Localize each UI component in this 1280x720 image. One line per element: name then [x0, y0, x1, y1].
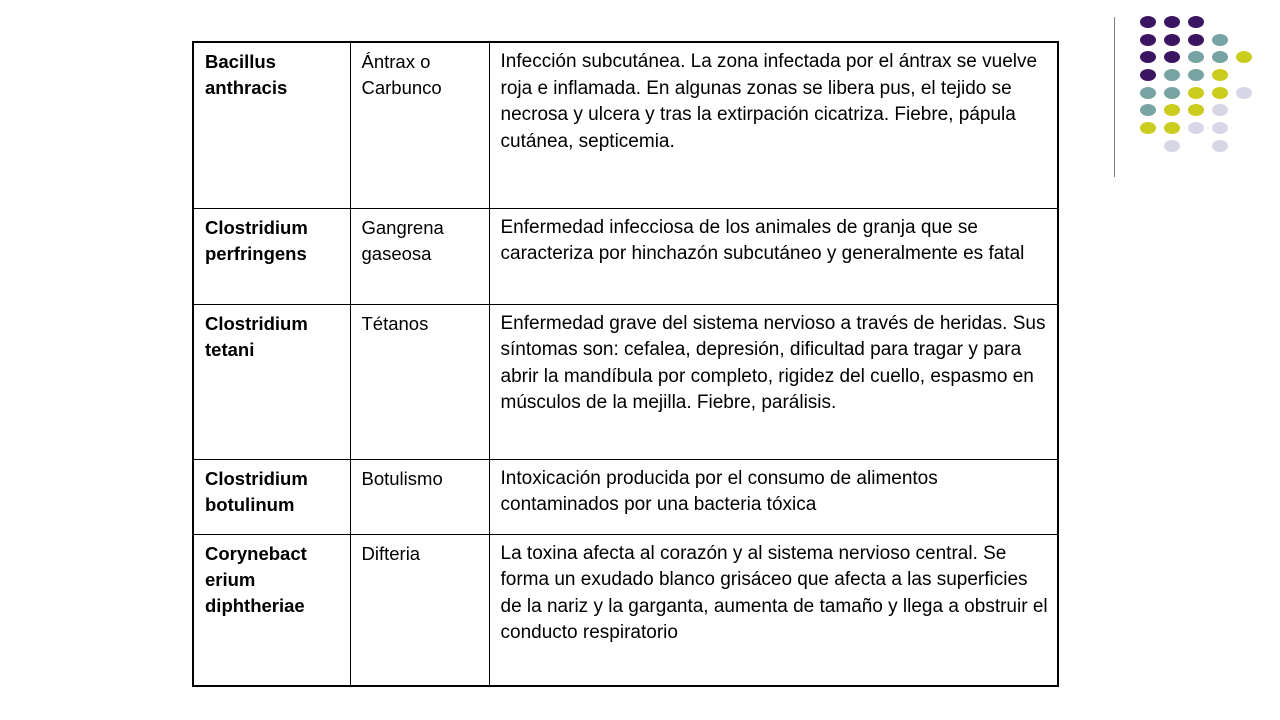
- table-row: [193, 208, 1058, 304]
- decorative-dot: [1236, 87, 1252, 99]
- organism-cell: Clostridium botulinum: [193, 459, 350, 534]
- description-cell: Infección subcutánea. La zona infectada por el ántrax se vuelve roja e inflamada. En algunas zonas se libera pus, el tejido se necrosa y ulcera y tras la extirpación cicatriza. Fiebre, pápula cutánea, septicemia.: [489, 42, 1058, 208]
- table-row: [193, 534, 1058, 686]
- decorative-dot: [1140, 34, 1156, 46]
- disease-cell: Ántrax o Carbunco: [350, 42, 489, 208]
- description-cell: Intoxicación producida por el consumo de alimentos contaminados por una bacteria tóxica: [489, 459, 1058, 534]
- organism-cell: Clostridium perfringens: [193, 208, 350, 304]
- disease-cell: Botulismo: [350, 459, 489, 534]
- decorative-dot: [1164, 16, 1180, 28]
- organism-cell: Bacillus anthracis: [193, 42, 350, 208]
- decorative-dot: [1164, 104, 1180, 116]
- decorative-dot: [1188, 34, 1204, 46]
- decorative-dot: [1188, 16, 1204, 28]
- decorative-dot: [1164, 87, 1180, 99]
- table-row: [193, 459, 1058, 534]
- decorative-dot: [1188, 104, 1204, 116]
- decorative-dot: [1188, 122, 1204, 134]
- table-row: [193, 304, 1058, 459]
- disease-cell: Difteria: [350, 534, 489, 686]
- decorative-dot: [1212, 87, 1228, 99]
- decorative-dot: [1188, 87, 1204, 99]
- disease-cell: Gangrena gaseosa: [350, 208, 489, 304]
- disease-cell: Tétanos: [350, 304, 489, 459]
- decorative-dot: [1212, 34, 1228, 46]
- table-row: [193, 42, 1058, 208]
- organism-cell: Corynebact erium diphtheriae: [193, 534, 350, 686]
- decorative-dot: [1140, 122, 1156, 134]
- decorative-dot: [1212, 69, 1228, 81]
- decorative-dot: [1212, 122, 1228, 134]
- decorative-dot: [1188, 69, 1204, 81]
- description-cell: Enfermedad infecciosa de los animales de granja que se caracteriza por hinchazón subcutáneo y generalmente es fatal: [489, 208, 1058, 304]
- decorative-dot: [1140, 104, 1156, 116]
- description-cell: La toxina afecta al corazón y al sistema nervioso central. Se forma un exudado blanco grisáceo que afecta a las superficies de la nariz y la garganta, aumenta de tamaño y llega a obstruir el conducto respiratorio: [489, 534, 1058, 686]
- decorative-dot: [1236, 51, 1252, 63]
- decorative-dot: [1212, 140, 1228, 152]
- decorative-dot: [1188, 51, 1204, 63]
- decorative-divider-line: [1114, 17, 1115, 177]
- bacteria-disease-table: [192, 41, 1059, 687]
- decorative-dot: [1164, 140, 1180, 152]
- decorative-dot: [1164, 122, 1180, 134]
- decorative-dot: [1164, 69, 1180, 81]
- decorative-dot: [1212, 104, 1228, 116]
- decorative-dot: [1140, 16, 1156, 28]
- decorative-dot: [1140, 69, 1156, 81]
- decorative-dot: [1164, 34, 1180, 46]
- decorative-dot: [1140, 51, 1156, 63]
- description-cell: Enfermedad grave del sistema nervioso a través de heridas. Sus síntomas son: cefalea, depresión, dificultad para tragar y para abrir la mandíbula por completo, rigidez del cuello, espasmo en músculos de la mejilla. Fiebre, parálisis.: [489, 304, 1058, 459]
- decorative-dot: [1212, 51, 1228, 63]
- decorative-dot: [1140, 87, 1156, 99]
- organism-cell: Clostridium tetani: [193, 304, 350, 459]
- decorative-dot: [1164, 51, 1180, 63]
